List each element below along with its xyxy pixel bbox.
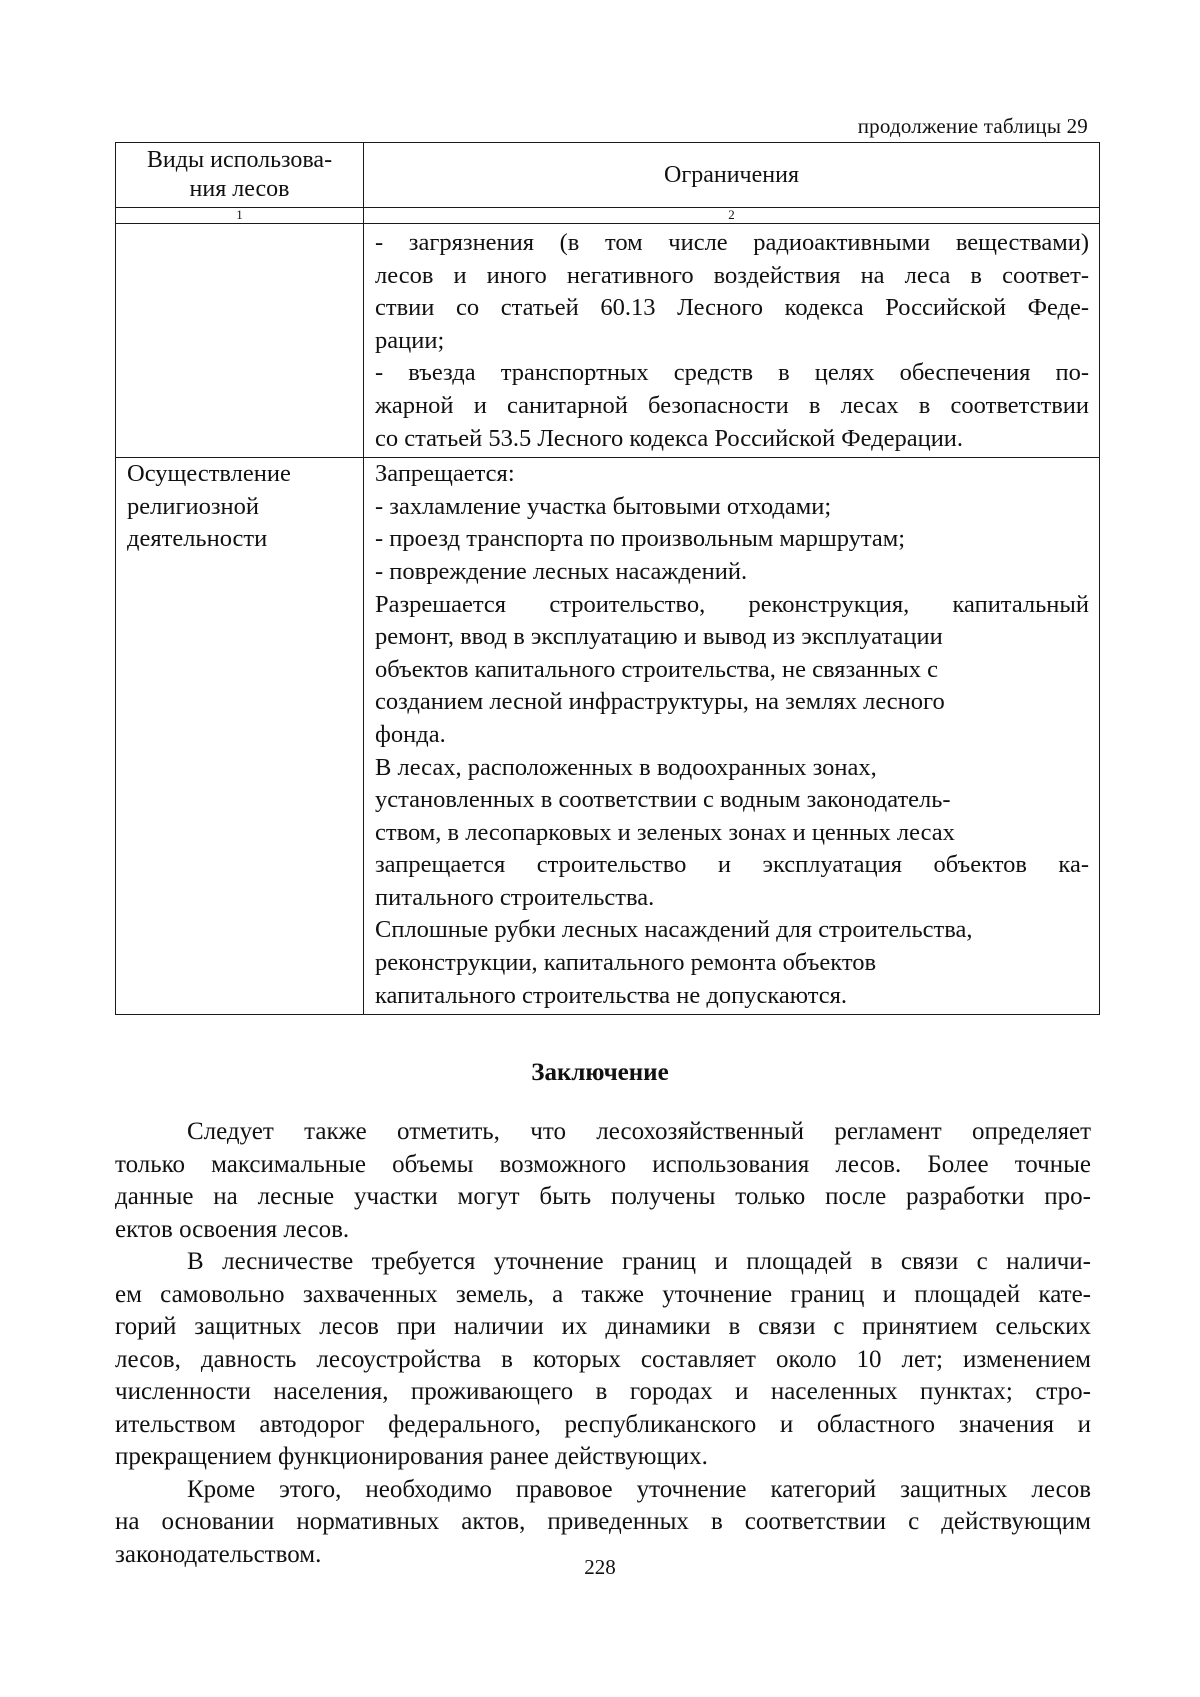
text-line: Запрещается: <box>375 460 515 488</box>
text-line: - загрязнения (в том числе радиоактивными веществами) <box>375 229 1089 256</box>
text-line: установленных в соответствии с водным законодатель- <box>375 786 951 814</box>
conclusion-body <box>115 1116 1091 1571</box>
text-line: Следует также отметить, что лесохозяйственный регламент определяет <box>187 1118 1091 1145</box>
column-header-forest-use-type <box>116 143 364 208</box>
text-line: только максимальные объемы возможного использования лесов. Более точные <box>115 1150 1091 1178</box>
text-line: жарной и санитарной безопасности в лесах в соответствии <box>375 391 1089 419</box>
text-line: фонда. <box>375 720 446 748</box>
text-line: Осуществление <box>127 460 291 488</box>
paragraph <box>115 1246 1091 1474</box>
section-heading: Заключение <box>531 1059 669 1086</box>
text-line: лесов, давность лесоустройства в которых составляет около 10 лет; изменением <box>115 1345 1091 1373</box>
text-line: ремонт, ввод в эксплуатацию и вывод из эксплуатации <box>375 623 943 651</box>
text-line: ством, в лесопарковых и зеленых зонах и ценных лесах <box>375 818 955 846</box>
text-line: ительством автодорог федерального, республиканского и областного значения и <box>115 1410 1091 1438</box>
text-line: на основании нормативных актов, приведенных в соответствии с действующим <box>115 1508 1091 1535</box>
text-line: питального строительства. <box>375 883 655 911</box>
text-line: Разрешается строительство, реконструкция, капитальный <box>375 590 1089 618</box>
text-line: В лесничестве требуется уточнение границ и площадей в связи с наличи- <box>187 1248 1091 1275</box>
paragraph <box>115 1116 1091 1246</box>
column-number-1: 1 <box>116 208 364 224</box>
text-line: запрещается строительство и эксплуатация объектов ка- <box>375 851 1089 879</box>
text-line: - захламление участка бытовыми отходами; <box>375 492 832 520</box>
table-row <box>116 224 1100 458</box>
forest-use-type-cell <box>116 224 364 458</box>
text-line: ем самовольно захваченных земель, а также уточнение границ и площадей кате- <box>115 1280 1091 1308</box>
text-line: данные на лесные участки могут быть получены только после разработки про- <box>115 1183 1091 1210</box>
text-line: - проезд транспорта по произвольным маршрутам; <box>375 525 906 553</box>
text-line: ектов освоения лесов. <box>115 1215 350 1243</box>
header-line: Ограничения <box>664 161 799 188</box>
header-line: Виды использова- <box>146 147 333 173</box>
text-line: религиозной <box>127 492 260 520</box>
restrictions-cell <box>364 224 1100 458</box>
text-line: объектов капитального строительства, не связанных с <box>375 655 938 683</box>
header-line: ния лесов <box>189 176 290 202</box>
restrictions-cell <box>364 458 1100 1015</box>
text-line: лесов и иного негативного воздействия на леса в соответ- <box>375 261 1089 289</box>
text-line: численности населения, проживающего в городах и населенных пунктах; стро- <box>115 1378 1091 1405</box>
forest-use-type-cell <box>116 458 364 1015</box>
text-line: рации; <box>375 326 445 354</box>
text-line: Сплошные рубки лесных насаждений для строительства, <box>375 916 973 944</box>
column-number-row <box>116 208 1100 224</box>
text-line: - въезда транспортных средств в целях обеспечения по- <box>375 359 1089 387</box>
text-line: - повреждение лесных насаждений. <box>375 557 748 585</box>
restrictions-table <box>115 142 1100 1015</box>
text-line: В лесах, расположенных в водоохранных зонах, <box>375 753 877 781</box>
text-line: законодательством. <box>115 1540 322 1568</box>
text-line: ствии со статьей 60.13 Лесного кодекса Российской Феде- <box>375 294 1089 322</box>
text-line: горий защитных лесов при наличии их динамики в связи с принятием сельских <box>115 1313 1091 1340</box>
text-line: со статьей 53.5 Лесного кодекса Российской Федерации. <box>375 424 964 452</box>
text-line: прекращением функционирования ранее действующих. <box>115 1443 708 1470</box>
text-line: Кроме этого, необходимо правовое уточнение категорий защитных лесов <box>187 1475 1091 1503</box>
page-number: 228 <box>584 1555 616 1579</box>
table-continuation-label: продолжение таблицы 29 <box>857 114 1088 138</box>
table-header-row <box>116 143 1100 208</box>
column-header-restrictions <box>364 143 1100 208</box>
text-line: деятельности <box>127 525 268 553</box>
text-line: созданием лесной инфраструктуры, на землях лесного <box>375 688 945 716</box>
column-number-2: 2 <box>364 208 1100 224</box>
text-line: реконструкции, капитального ремонта объектов <box>375 949 877 977</box>
text-line: капитального строительства не допускаются. <box>375 981 847 1009</box>
table-row <box>116 458 1100 1015</box>
